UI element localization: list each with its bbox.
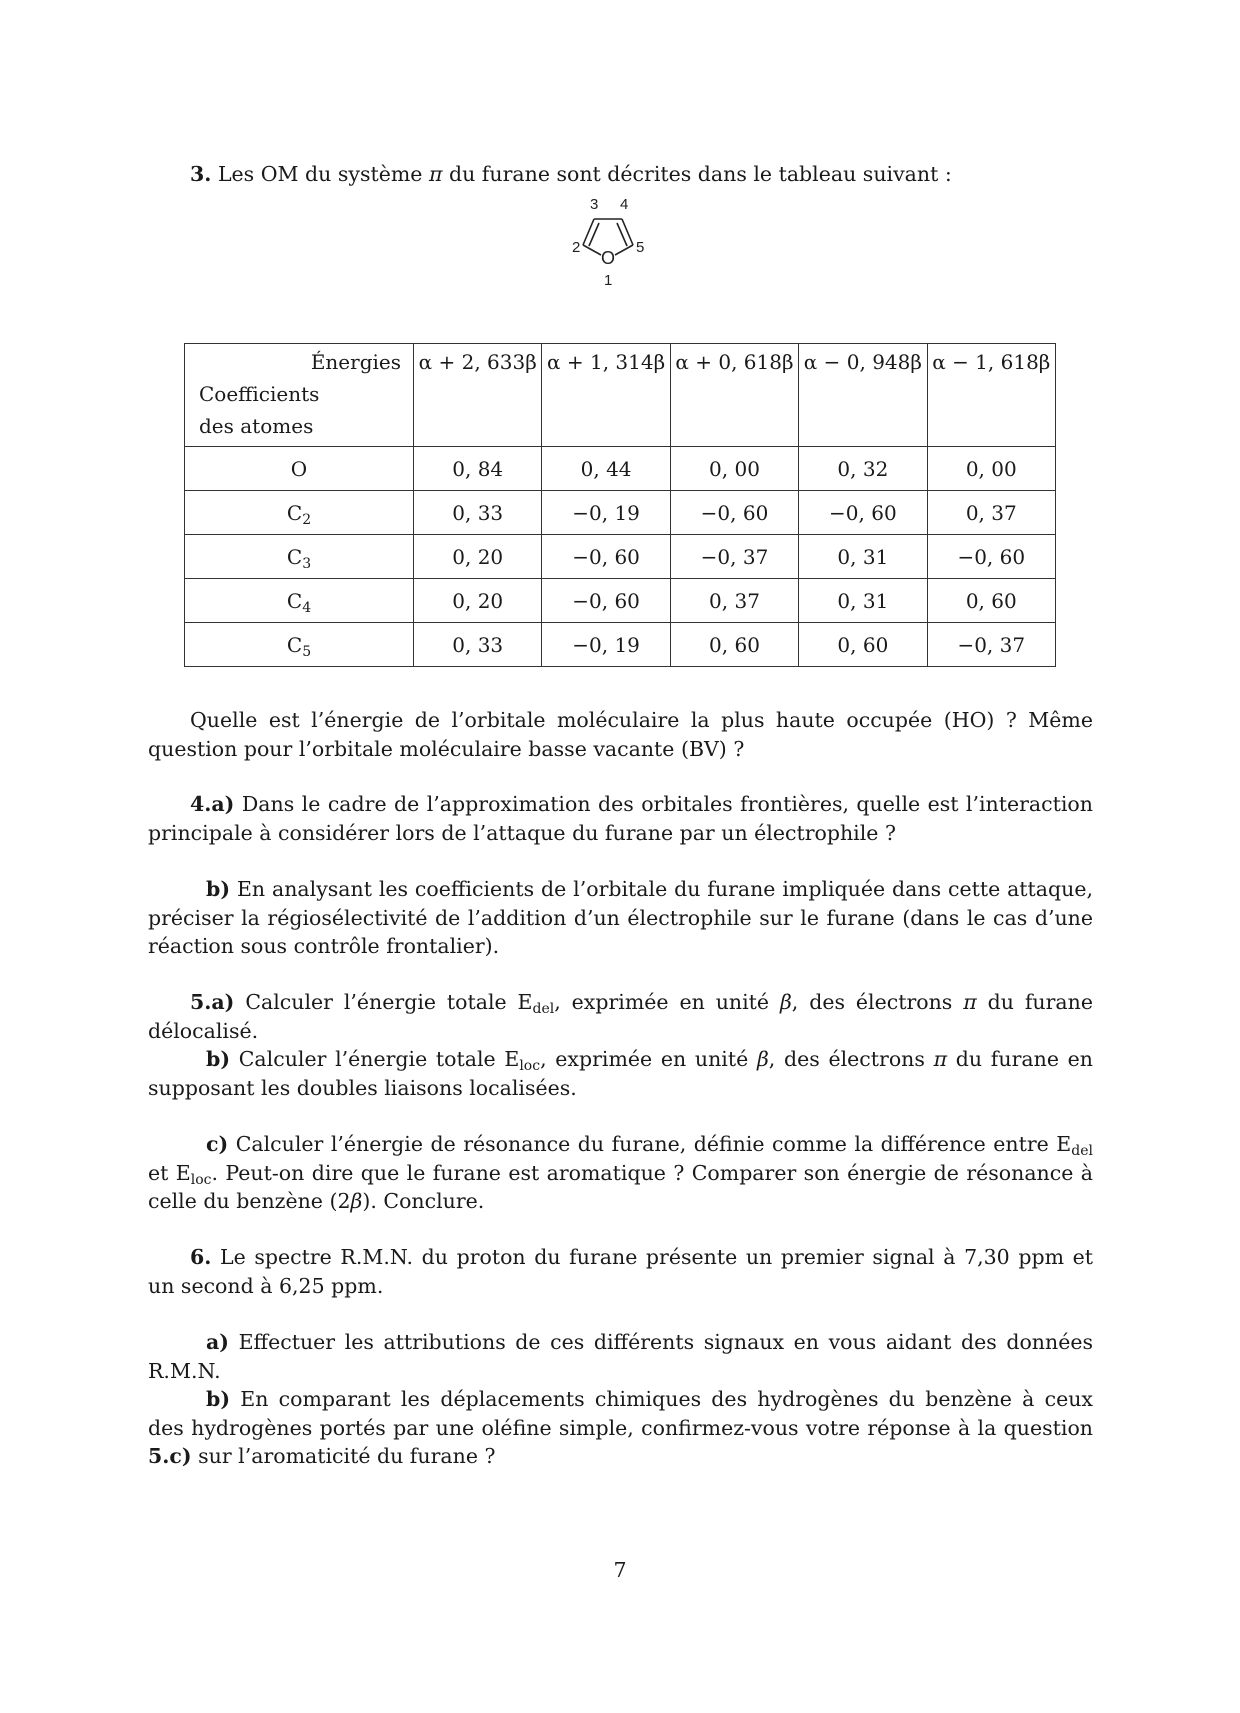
table-row <box>185 447 1056 491</box>
mo-coefficients-table <box>184 343 1056 667</box>
coefficient-cell: 0, 60 <box>799 623 927 667</box>
page-number: 7 <box>613 1558 627 1582</box>
question-6b: b) En comparant les déplacements chimiques des hydrogènes du benzène à ceux des hydrogènes portés par une oléfine simple, confirmez-vous votre réponse à la question 5.c) sur l’aromaticité du furane ? <box>148 1387 1093 1468</box>
coefficient-cell: −0, 60 <box>927 535 1055 579</box>
question-number: 3. <box>190 162 212 186</box>
question-6a: a) Effectuer les attributions de ces différents signaux en vous aidant des données R.M.N. <box>148 1330 1093 1383</box>
table-corner-cell <box>185 344 414 447</box>
coefficient-cell: −0, 60 <box>542 579 670 623</box>
table-row <box>185 535 1056 579</box>
coefficient-cell: −0, 19 <box>542 491 670 535</box>
coefficient-cell: 0, 31 <box>799 579 927 623</box>
coefficient-cell: 0, 20 <box>414 535 542 579</box>
energy-header: α − 0, 948β <box>799 344 927 447</box>
table-row <box>185 491 1056 535</box>
atom-label-4: 4 <box>620 196 629 213</box>
coefficient-cell: −0, 37 <box>927 623 1055 667</box>
coefficient-cell: 0, 84 <box>414 447 542 491</box>
question-5b: b) Calculer l’énergie totale $E_{loc}$, exprimée en unité β, des électrons π du furane en supposant les doubles liaisons localisées. <box>148 1047 1093 1100</box>
coefficients-header: Coefficients des atomes <box>199 382 320 438</box>
coefficient-cell: 0, 31 <box>799 535 927 579</box>
atom-label-2: 2 <box>572 239 581 256</box>
atom-cell: $C_5$ <box>185 623 414 667</box>
atom-cell: $C_3$ <box>185 535 414 579</box>
coefficient-cell: −0, 60 <box>542 535 670 579</box>
energy-header: α + 1, 314β <box>542 344 670 447</box>
atom-cell: $C_4$ <box>185 579 414 623</box>
coefficient-cell: 0, 32 <box>799 447 927 491</box>
coefficient-cell: 0, 44 <box>542 447 670 491</box>
question-6: 6. Le spectre R.M.N. du proton du furane présente un premier signal à 7,30 ppm et un second à 6,25 ppm. <box>148 1245 1093 1298</box>
question-4b: b) En analysant les coefficients de l’orbitale du furane impliquée dans cette attaque, préciser la régiosélectivité de l’addition d’un électrophile sur le furane (dans le cas d’une réaction sous contrôle frontalier). <box>148 877 1093 958</box>
question-5c: c) Calculer l’énergie de résonance du furane, définie comme la différence entre $E_{del}$ et $E_{loc}$. Peut-on dire que le furane est aromatique ? Comparer son énergie de résonance à celle du benzène (2β). Conclure. <box>148 1132 1093 1213</box>
coefficient-cell: 0, 37 <box>670 579 798 623</box>
energies-header: Énergies <box>310 350 401 374</box>
question-5a: 5.a) Calculer l’énergie totale $E_{del}$, exprimée en unité β, des électrons π du furane délocalisé. <box>148 990 1093 1043</box>
question-3-homo-lumo: Quelle est l’énergie de l’orbitale moléculaire la plus haute occupée (HO) ? Même question pour l’orbitale moléculaire basse vacante (BV) ? <box>148 708 1093 761</box>
coefficient-cell: 0, 00 <box>670 447 798 491</box>
question-4a: 4.a) Dans le cadre de l’approximation des orbitales frontières, quelle est l’interaction principale à considérer lors de l’attaque du furane par un électrophile ? <box>148 792 1093 845</box>
coefficient-cell: 0, 33 <box>414 623 542 667</box>
table-header-row <box>185 344 1056 447</box>
atom-label-1: 1 <box>604 272 613 289</box>
coefficient-cell: −0, 60 <box>799 491 927 535</box>
atom-cell: $C_2$ <box>185 491 414 535</box>
coefficient-cell: 0, 00 <box>927 447 1055 491</box>
atom-label-3: 3 <box>590 196 599 213</box>
coefficient-cell: 0, 33 <box>414 491 542 535</box>
atom-label-oxygen: O <box>601 248 616 268</box>
energy-header: α + 2, 633β <box>414 344 542 447</box>
coefficient-cell: 0, 20 <box>414 579 542 623</box>
energy-header: α + 0, 618β <box>670 344 798 447</box>
coefficient-cell: −0, 60 <box>670 491 798 535</box>
coefficient-cell: 0, 60 <box>927 579 1055 623</box>
table-row <box>185 623 1056 667</box>
coefficient-cell: −0, 37 <box>670 535 798 579</box>
coefficient-cell: 0, 37 <box>927 491 1055 535</box>
coefficient-cell: −0, 19 <box>542 623 670 667</box>
atom-cell: O <box>185 447 414 491</box>
energy-header: α − 1, 618β <box>927 344 1055 447</box>
furan-structure <box>570 193 670 293</box>
table-row <box>185 579 1056 623</box>
question-3: 3. Les OM du système π du furane sont décrites dans le tableau suivant : <box>190 162 952 186</box>
coefficient-cell: 0, 60 <box>670 623 798 667</box>
atom-label-5: 5 <box>636 239 645 256</box>
